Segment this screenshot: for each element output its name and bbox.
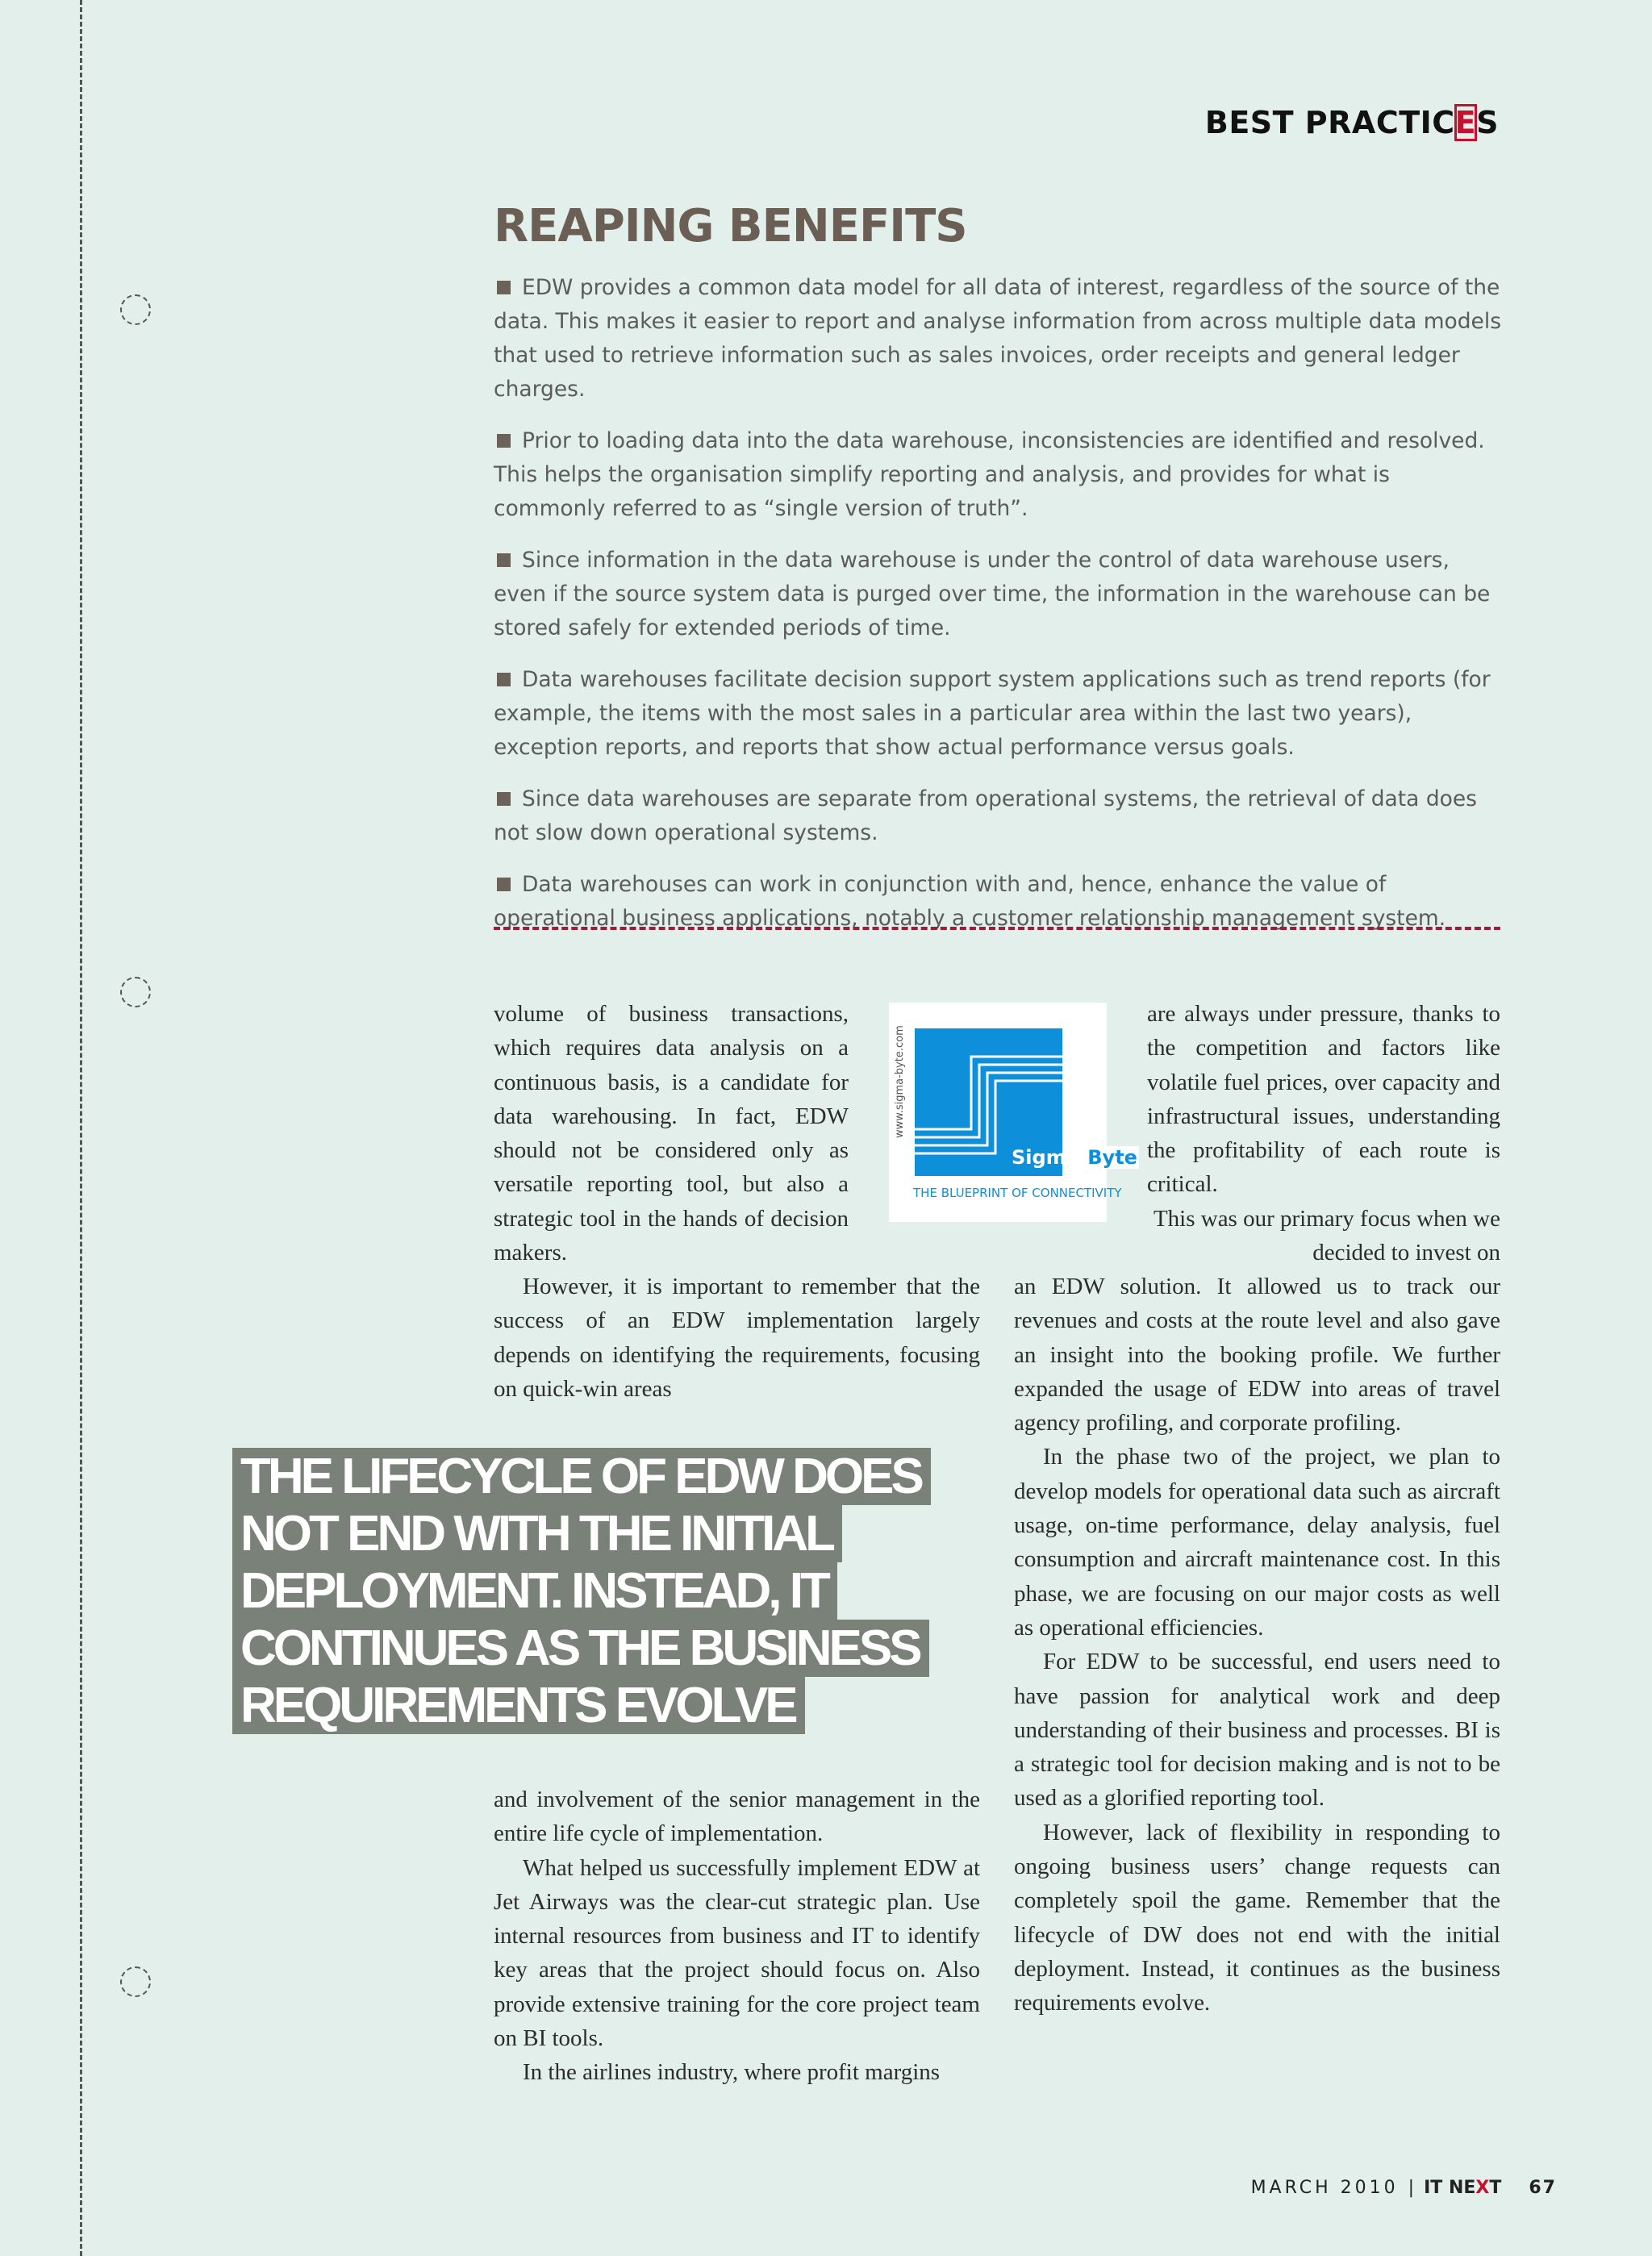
punch-hole-icon: [120, 294, 151, 325]
body-paragraph: In the phase two of the project, we plan to develop models for operational data such as aircraft usage, on-time performance, delay analysis, fuel consumption and aircraft maintenance cost. In this phase, we are focusing on our major costs as well as operational efficiencies.: [1014, 1444, 1500, 1641]
margin-guide-line: [80, 0, 82, 2256]
pull-quote: [232, 1448, 931, 1734]
square-bullet-icon: [497, 281, 511, 294]
section-tag: [1205, 105, 1499, 140]
body-paragraph: an EDW solution. It allowed us to track our revenues and costs at the route level and also gave an insight into the booking profile. We further expanded the usage of EDW into areas of travel agency profiling, and corporate profiling.: [1014, 1274, 1500, 1437]
magazine-name-part2: X: [1475, 2178, 1490, 2198]
advert-brand: [1012, 1146, 1139, 1169]
right-column-main: [1014, 1270, 1500, 2020]
pull-quote-line: DEPLOYMENT. INSTEAD, IT: [232, 1562, 837, 1620]
footer-separator: |: [1408, 2178, 1415, 2198]
body-paragraph: This was our primary focus when we decided to invest on: [1153, 1206, 1500, 1266]
benefit-item: [494, 271, 1502, 407]
left-column-top-narrow: [494, 997, 849, 1270]
square-bullet-icon: [497, 673, 511, 686]
benefit-item: [494, 868, 1502, 936]
benefit-text: Data warehouses facilitate decision support system applications such as trend reports (for example, the items with the most sales in a particular area within the last two years), exception reports, and reports that show actual performance versus goals.: [494, 667, 1491, 760]
section-divider: [494, 927, 1500, 930]
magazine-name: [1424, 2178, 1501, 2198]
body-paragraph: volume of business transactions, which requires data analysis on a continuous basis, is a candidate for data warehousing. In fact, EDW should not be considered only as versatile reporting tool, but also a strategic tool in the hands of decision makers.: [494, 1001, 849, 1266]
left-column-top-wide: [494, 1270, 980, 1406]
benefits-title: REAPING BENEFITS: [494, 200, 967, 252]
body-paragraph: What helped us successfully implement EDW at Jet Airways was the clear-cut strategic plan. Use internal resources from business and IT to identify key areas that the project should focus on. Also provide extensive training for the core project team on BI tools.: [494, 1854, 980, 2052]
body-paragraph: In the airlines industry, where profit margins: [523, 2059, 941, 2086]
body-paragraph: and involvement of the senior management in the entire life cycle of implementation.: [494, 1787, 980, 1847]
right-column-top-narrow: [1147, 997, 1500, 1202]
square-bullet-icon: [497, 434, 511, 448]
magazine-name-part3: T: [1489, 2178, 1502, 2198]
benefit-text: Prior to loading data into the data warehouse, inconsistencies are identified and resolved. This helps the organisation simplify reporting and analysis, and provides for what is commonly referred to as “single version of truth”.: [494, 428, 1485, 521]
benefit-text: Since data warehouses are separate from operational systems, the retrieval of data does not slow down operational systems.: [494, 786, 1477, 845]
section-tag-text: BEST PRACTIC: [1204, 105, 1455, 140]
benefits-list: [494, 271, 1502, 953]
section-tag-text-end: S: [1476, 105, 1499, 140]
magazine-name-part1: IT NE: [1424, 2178, 1476, 2198]
pull-quote-line: CONTINUES AS THE BUSINESS: [232, 1620, 929, 1677]
body-paragraph: However, it is important to remember that the success of an EDW implementation largely depends on identifying the requirements, focusing on quick-win areas: [494, 1274, 980, 1402]
benefit-item: [494, 424, 1502, 526]
square-bullet-icon: [497, 553, 511, 567]
body-paragraph: For EDW to be successful, end users need to have passion for analytical work and deep understanding of their business and processes. BI is a strategic tool for decision making and is not to be used as a glorified reporting tool.: [1014, 1649, 1500, 1812]
pull-quote-line: NOT END WITH THE INITIAL: [232, 1505, 842, 1562]
section-tag-boxed-letter: E: [1454, 105, 1477, 140]
advert-brand-part2: Byte: [1087, 1146, 1137, 1169]
benefit-text: EDW provides a common data model for all data of interest, regardless of the source of the data. This makes it easier to report and analyse information from across multiple data models that used to retrieve information such as sales invoices, order receipts and general ledger charges.: [494, 275, 1502, 402]
pull-quote-line: THE LIFECYCLE OF EDW DOES: [232, 1448, 931, 1505]
square-bullet-icon: [497, 878, 511, 891]
issue-date: MARCH 2010: [1250, 2178, 1399, 2198]
body-paragraph: However, lack of flexibility in responding to ongoing business users’ change requests can completely spoil the game. Remember that the lifecycle of DW does not end with the initial deployment. Instead, it continues as the business requirements evolve.: [1014, 1819, 1500, 2016]
left-column-bottom: [494, 1783, 980, 2090]
advert-brand-part1: Sigma: [1012, 1146, 1079, 1169]
advert-tagline: THE BLUEPRINT OF CONNECTIVITY: [913, 1186, 1122, 1200]
benefit-text: Data warehouses can work in conjunction with and, hence, enhance the value of operational business applications, notably a customer relationship management system.: [494, 872, 1446, 931]
body-paragraph: are always under pressure, thanks to the competition and factors like volatile fuel prices, over capacity and infrastructural issues, understanding the profitability of each route is critical.: [1147, 1001, 1500, 1198]
punch-hole-icon: [120, 977, 151, 1007]
page-footer: [1251, 2178, 1557, 2198]
benefit-item: [494, 544, 1502, 645]
benefit-text: Since information in the data warehouse is under the control of data warehouse users, even if the source system data is purged over time, the information in the warehouse can be stored safely for extended periods of time.: [494, 548, 1491, 640]
page-number: 67: [1529, 2178, 1557, 2198]
pull-quote-line: REQUIREMENTS EVOLVE: [232, 1677, 805, 1734]
sigma-byte-advert: [889, 1003, 1137, 1222]
punch-hole-icon: [120, 1966, 151, 1997]
right-column-p2-narrow: [1147, 1202, 1500, 1270]
square-bullet-icon: [497, 792, 511, 806]
benefit-item: [494, 782, 1502, 850]
advert-url: www.sigma-byte.com: [894, 1025, 906, 1138]
benefit-item: [494, 663, 1502, 765]
